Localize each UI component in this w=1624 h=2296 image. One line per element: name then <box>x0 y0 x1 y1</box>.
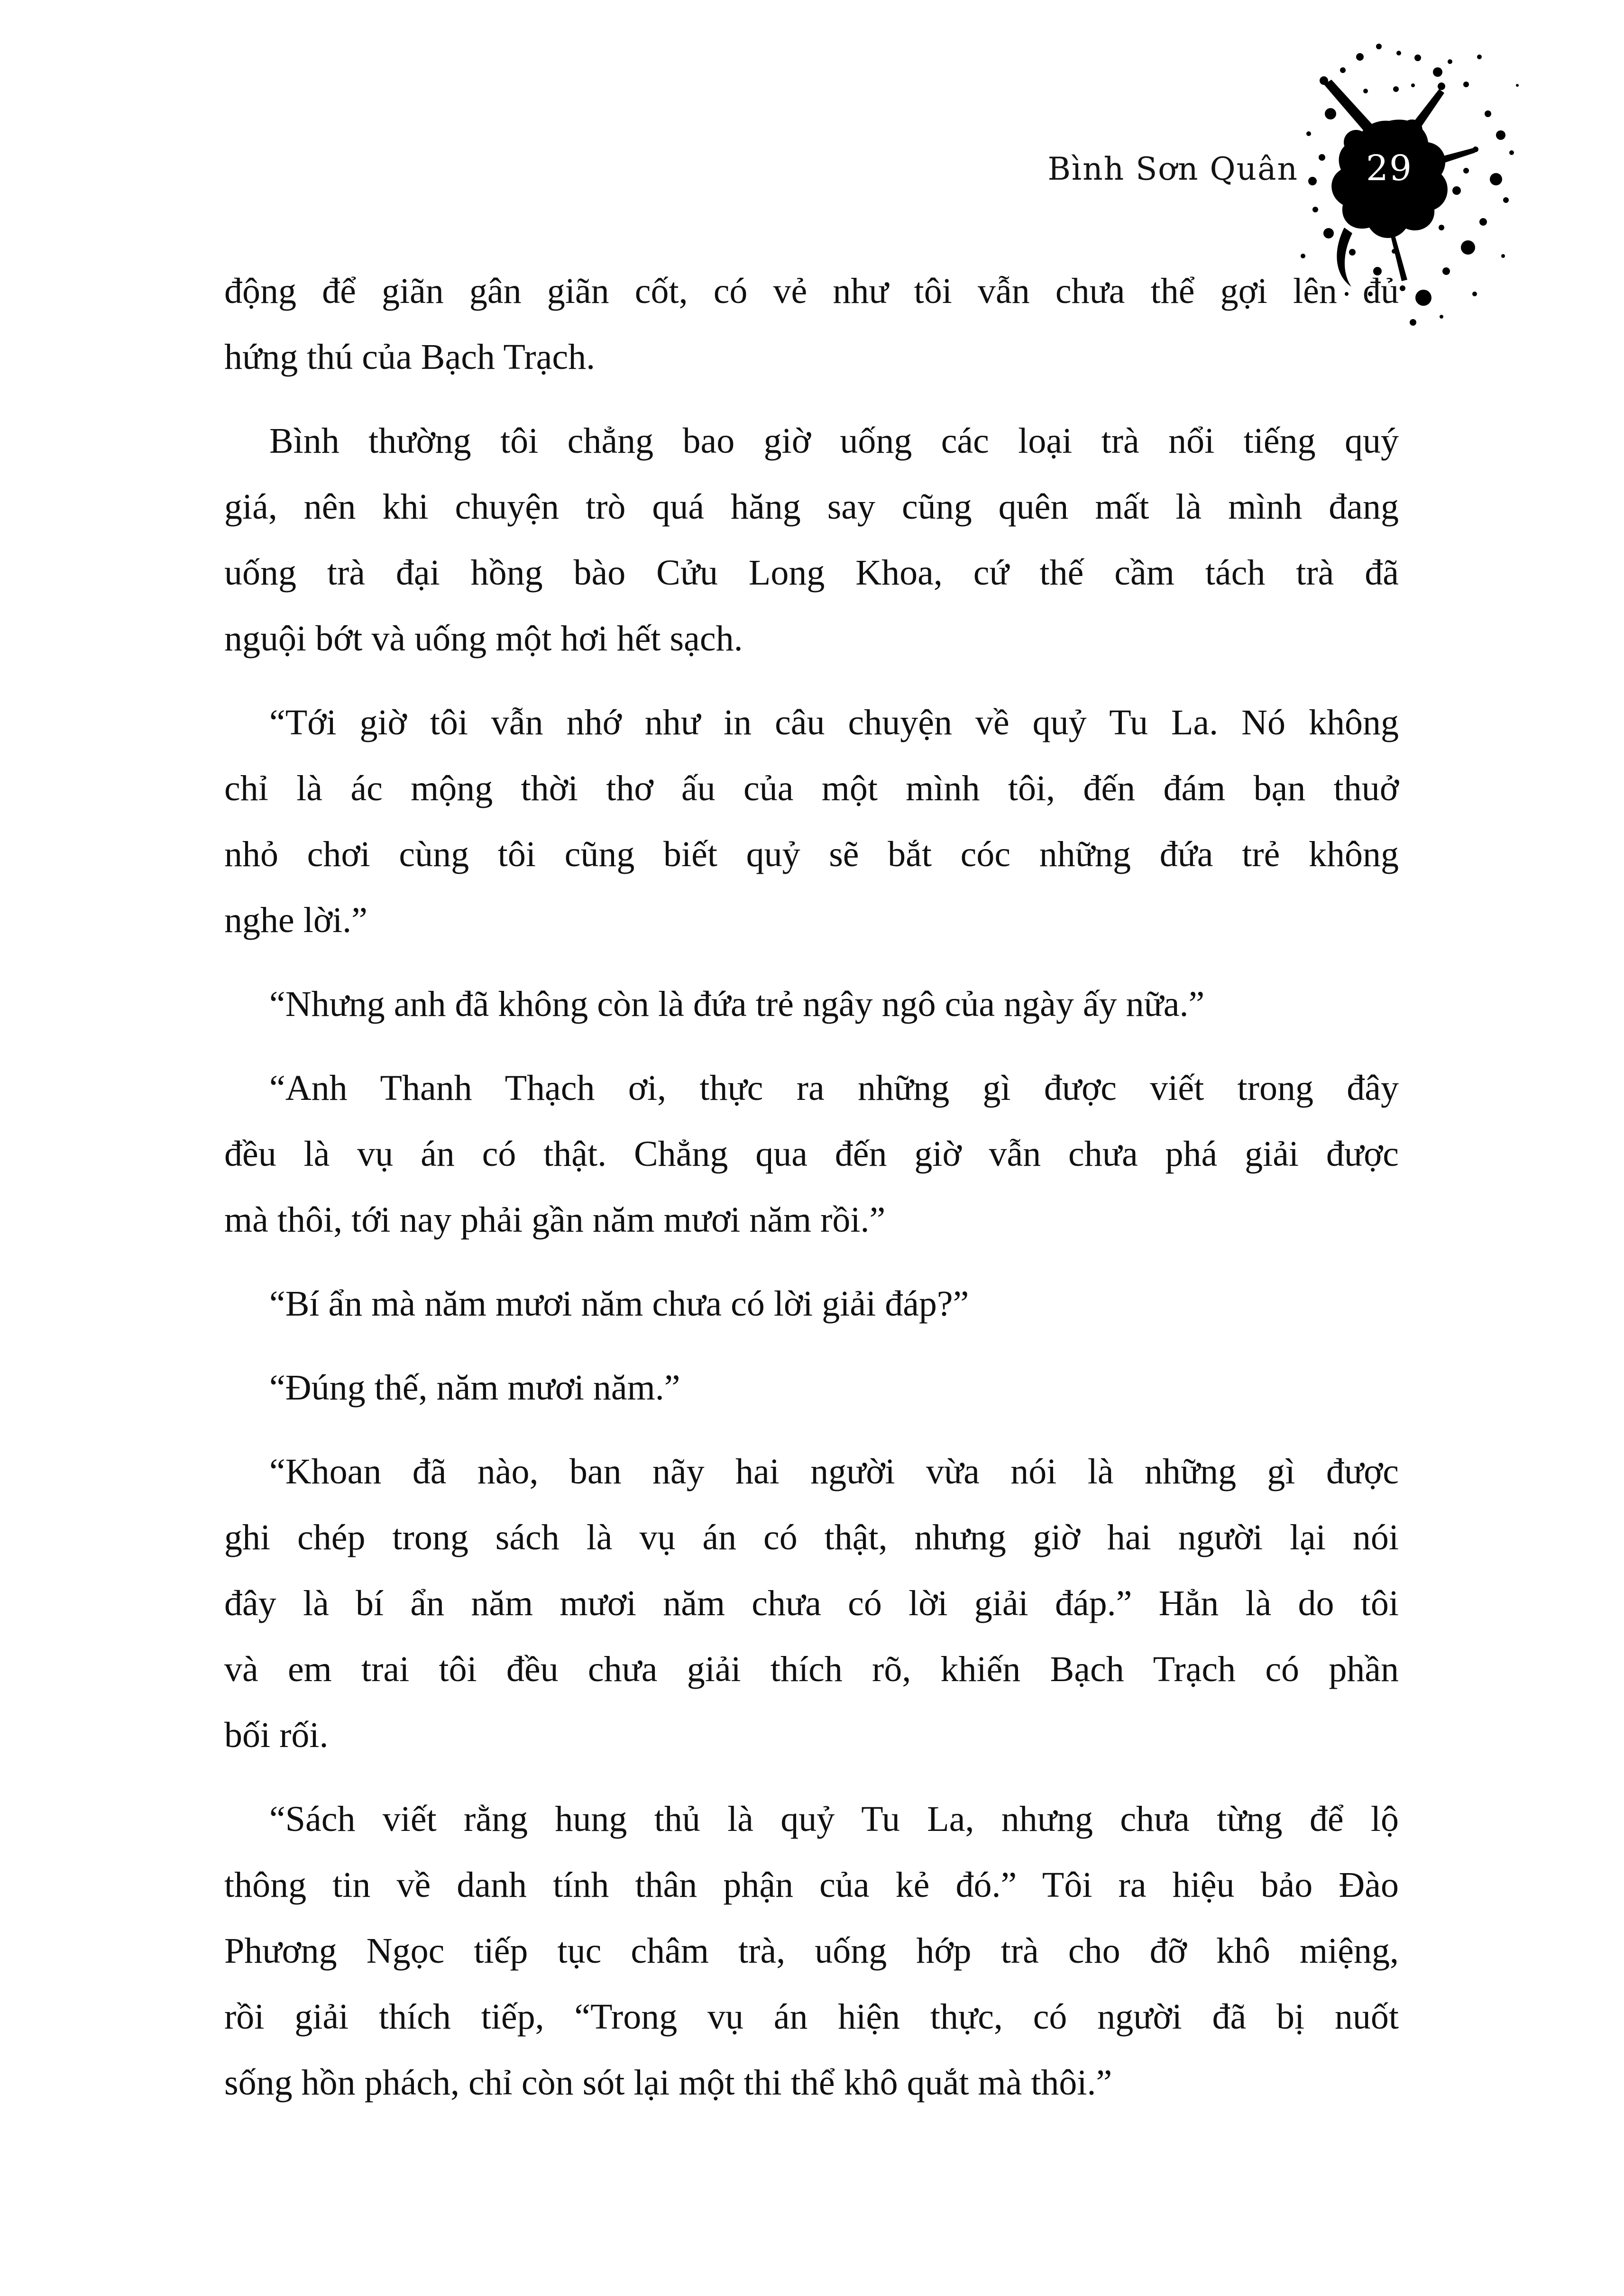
paragraph <box>224 258 1399 390</box>
page-number: 29 <box>1366 148 1413 189</box>
text-line: “Tới giờ tôi vẫn nhớ như in câu chuyện về quỷ Tu La. Nó không <box>269 703 1399 742</box>
paragraph <box>224 1439 1399 1768</box>
paragraph <box>224 971 1399 1037</box>
text-line: chỉ là ác mộng thời thơ ấu của một mình tôi, đến đám bạn thuở <box>224 768 1399 808</box>
text-line: “Đúng thế, năm mươi năm.” <box>269 1368 680 1408</box>
paragraph <box>224 1355 1399 1421</box>
paragraph <box>224 408 1399 672</box>
paragraph <box>224 1271 1399 1337</box>
text-line: nguội bớt và uống một hơi hết sạch. <box>224 619 743 659</box>
text-line: đây là bí ẩn năm mươi năm chưa có lời giải đáp.” Hẳn là do tôi <box>224 1583 1399 1623</box>
text-line: hứng thú của Bạch Trạch. <box>224 337 596 377</box>
paragraph <box>224 690 1399 953</box>
text-line: đều là vụ án có thật. Chẳng qua đến giờ vẫn chưa phá giải được <box>224 1134 1399 1174</box>
text-line: nhỏ chơi cùng tôi cũng biết quỷ sẽ bắt cóc những đứa trẻ không <box>224 834 1399 874</box>
text-line: “Khoan đã nào, ban nãy hai người vừa nói là những gì được <box>269 1452 1399 1491</box>
text-line: “Nhưng anh đã không còn là đứa trẻ ngây ngô của ngày ấy nữa.” <box>269 984 1205 1024</box>
text-line: bối rối. <box>224 1715 329 1755</box>
running-title: Bình Sơn Quân <box>1047 151 1298 187</box>
text-line: uống trà đại hồng bào Cửu Long Khoa, cứ thế cầm tách trà đã <box>224 553 1399 593</box>
paragraph <box>224 1055 1399 1253</box>
text-line: “Bí ẩn mà năm mươi năm chưa có lời giải đáp?” <box>269 1284 969 1324</box>
text-line: Bình thường tôi chẳng bao giờ uống các loại trà nổi tiếng quý <box>269 421 1399 461</box>
text-line: nghe lời.” <box>224 900 367 940</box>
paragraph <box>224 1786 1399 2116</box>
text-line: Phương Ngọc tiếp tục châm trà, uống hớp trà cho đỡ khô miệng, <box>224 1931 1399 1971</box>
text-line: giá, nên khi chuyện trò quá hăng say cũng quên mất là mình đang <box>224 487 1399 527</box>
text-line: động để giãn gân giãn cốt, có vẻ như tôi vẫn chưa thể gợi lên đủ <box>224 271 1399 311</box>
text-line: “Sách viết rằng hung thủ là quỷ Tu La, nhưng chưa từng để lộ <box>269 1799 1399 1839</box>
text-line: thông tin về danh tính thân phận của kẻ đó.” Tôi ra hiệu bảo Đào <box>224 1865 1399 1905</box>
text-line: và em trai tôi đều chưa giải thích rõ, khiến Bạch Trạch có phần <box>224 1649 1399 1689</box>
text-line: sống hồn phách, chỉ còn sót lại một thi thể khô quắt mà thôi.” <box>224 2063 1112 2103</box>
text-line: rồi giải thích tiếp, “Trong vụ án hiện thực, có người đã bị nuốt <box>224 1997 1399 2037</box>
text-line: mà thôi, tới nay phải gần năm mươi năm rồi.” <box>224 1200 886 1240</box>
text-block <box>224 258 1399 2116</box>
text-line: ghi chép trong sách là vụ án có thật, nhưng giờ hai người lại nói <box>224 1518 1399 1557</box>
text-line: “Anh Thanh Thạch ơi, thực ra những gì được viết trong đây <box>269 1068 1399 1108</box>
